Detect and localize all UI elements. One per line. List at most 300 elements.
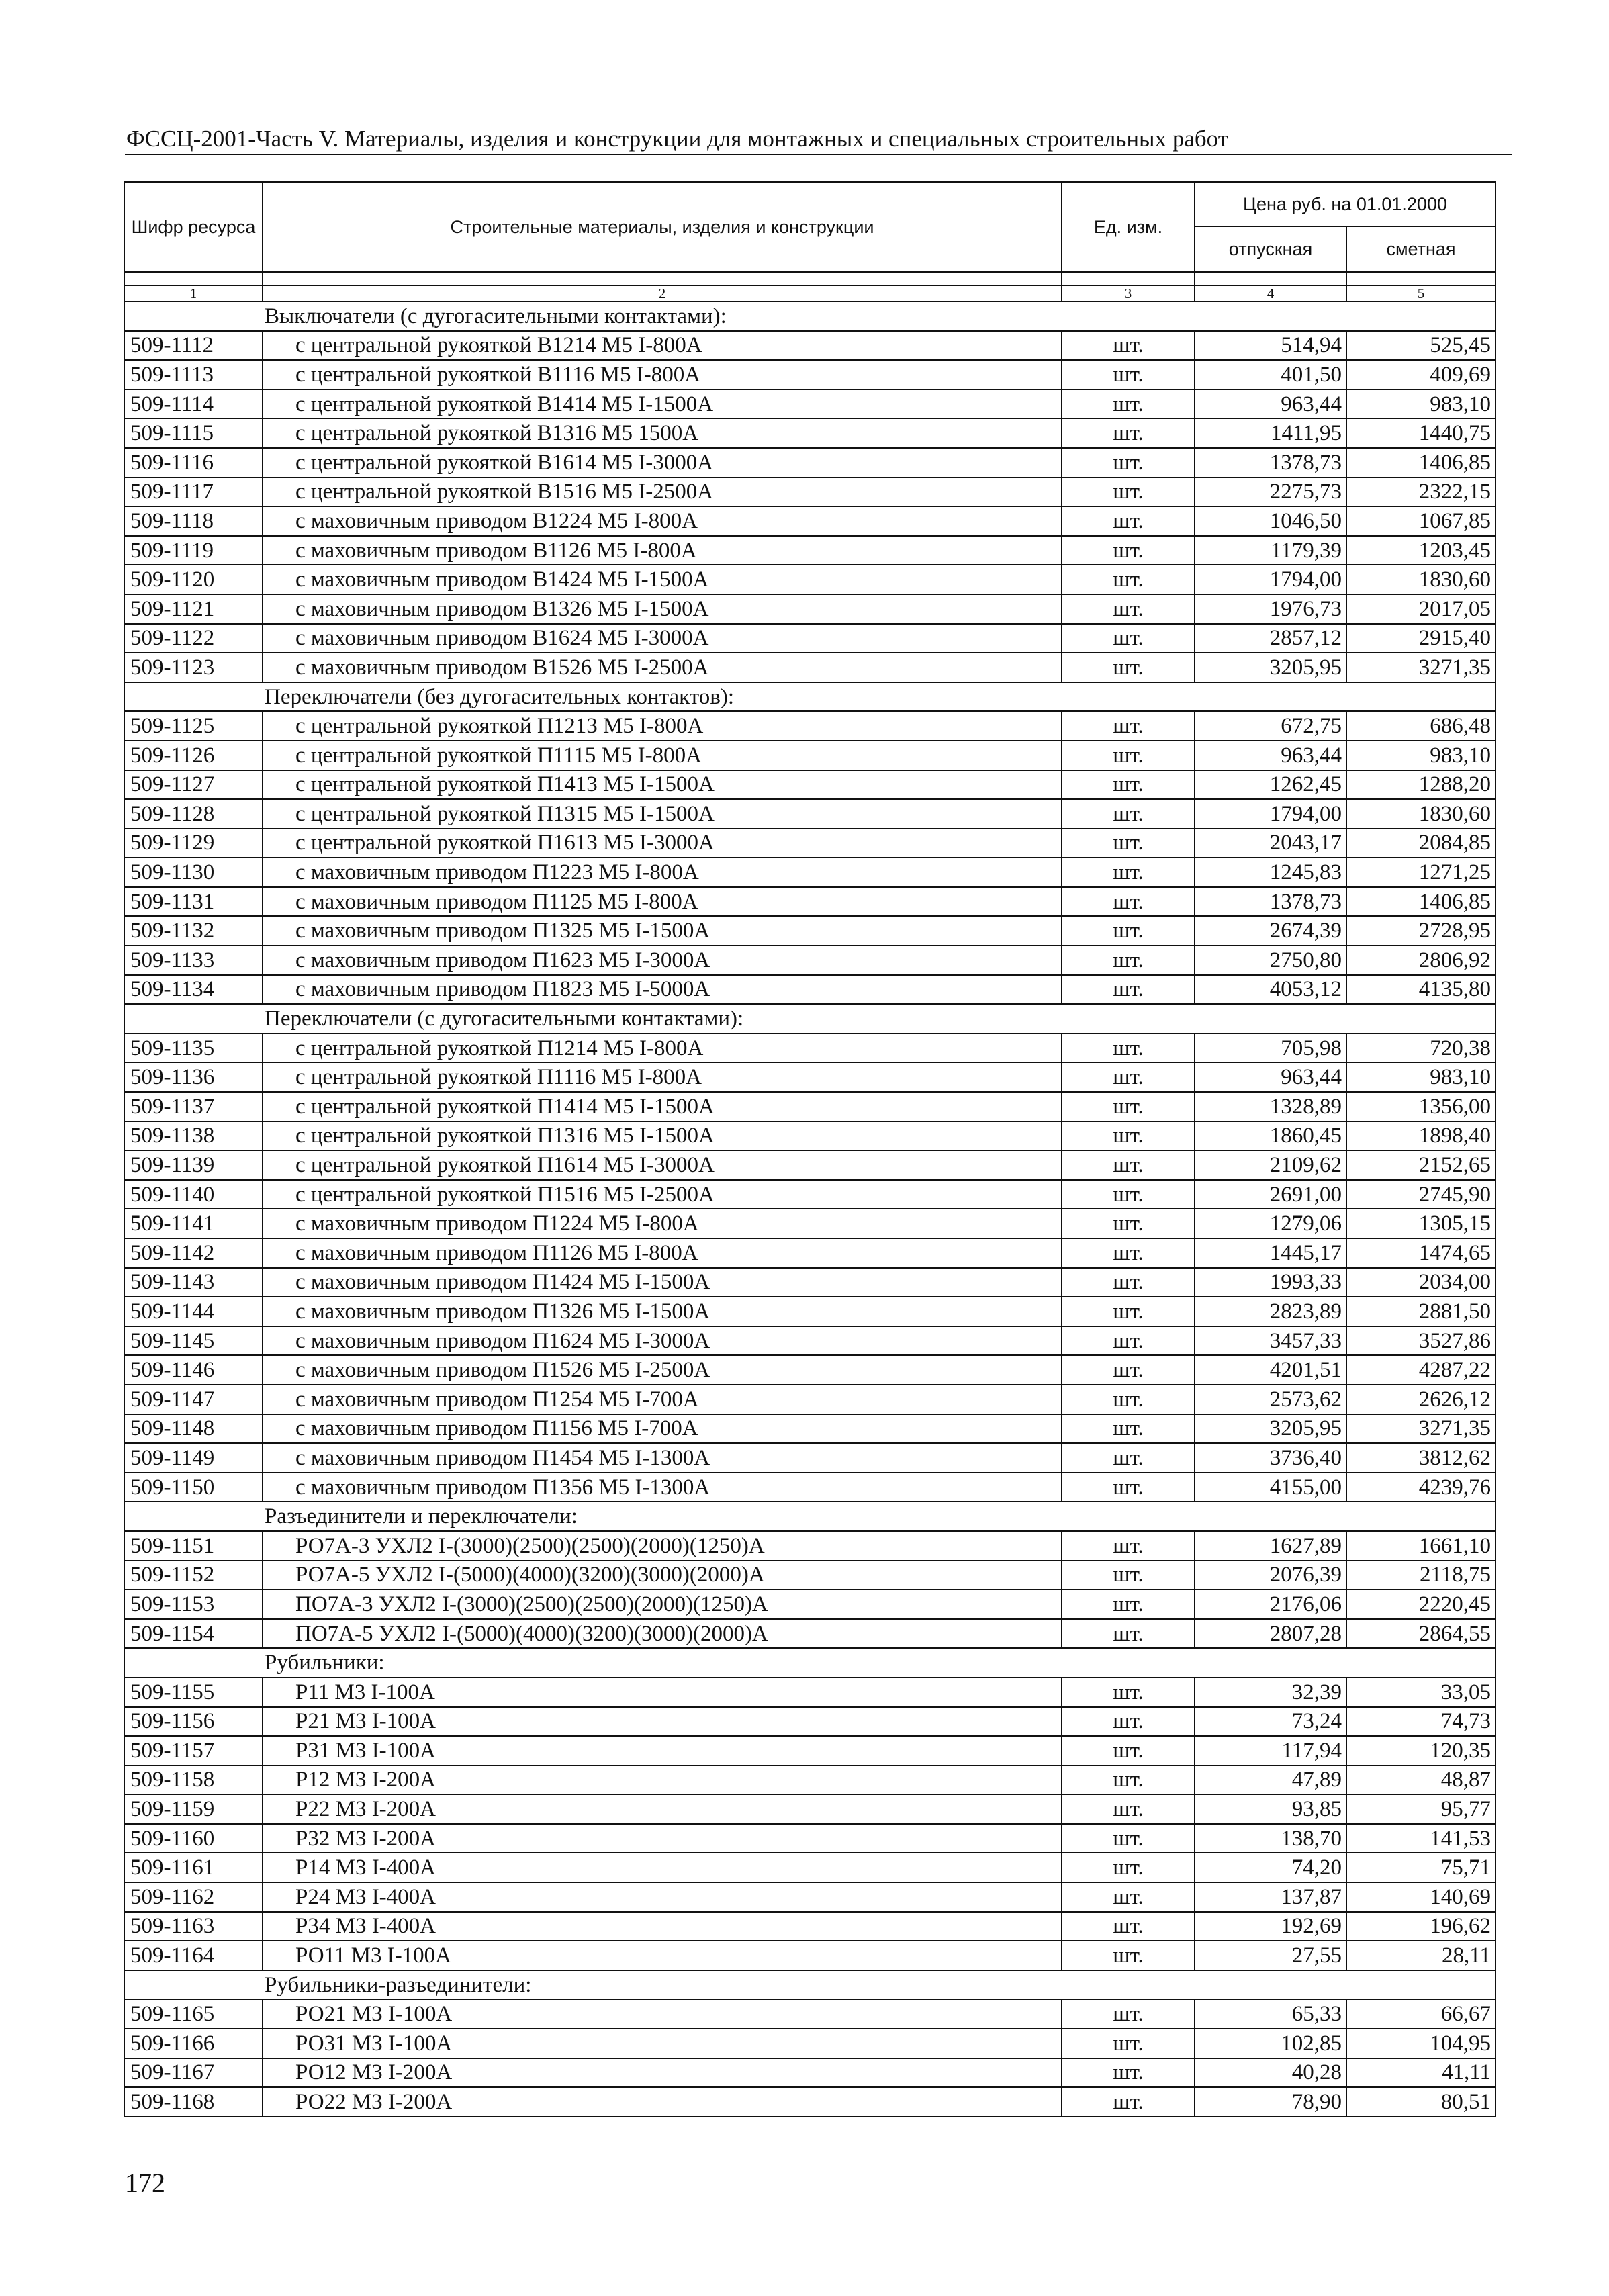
release-price-cell: 2109,62: [1195, 1150, 1346, 1180]
item-name-cell: с маховичным приводом П1223 М5 I-800А: [263, 858, 1062, 887]
unit-cell: шт.: [1062, 2087, 1195, 2117]
resource-code-cell: 509-1138: [124, 1121, 263, 1151]
table-row: [124, 1765, 1496, 1795]
resource-code-cell: 509-1164: [124, 1941, 263, 1970]
unit-cell: шт.: [1062, 565, 1195, 594]
release-price-cell: 4155,00: [1195, 1473, 1346, 1502]
release-price-cell: 1245,83: [1195, 858, 1346, 887]
release-price-cell: 1794,00: [1195, 799, 1346, 829]
table-row: [124, 1882, 1496, 1912]
header-rule: [125, 154, 1512, 155]
table-row: [124, 1473, 1496, 1502]
unit-cell: шт.: [1062, 506, 1195, 536]
estimate-price-cell: 2017,05: [1346, 594, 1496, 624]
estimate-price-cell: 983,10: [1346, 741, 1496, 770]
table-row: [124, 946, 1496, 975]
table-row: [124, 1794, 1496, 1824]
resource-code-cell: 509-1116: [124, 448, 263, 477]
release-price-cell: 2043,17: [1195, 829, 1346, 858]
item-name-cell: с центральной рукояткой В1316 М5 1500А: [263, 418, 1062, 448]
resource-code-cell: 509-1145: [124, 1326, 263, 1356]
resource-code-cell: 509-1161: [124, 1853, 263, 1882]
item-name-cell: с маховичным приводом П1325 М5 I-1500А: [263, 916, 1062, 946]
resource-code-cell: 509-1166: [124, 2029, 263, 2058]
item-name-cell: с центральной рукояткой П1613 М5 I-3000А: [263, 829, 1062, 858]
table-row: [124, 1590, 1496, 1619]
release-price-cell: 1445,17: [1195, 1238, 1346, 1268]
estimate-price-cell: 141,53: [1346, 1824, 1496, 1853]
release-price-cell: 138,70: [1195, 1824, 1346, 1853]
estimate-price-cell: 2881,50: [1346, 1297, 1496, 1326]
table-row: [124, 1531, 1496, 1561]
column-header-code: Шифр ресурса: [124, 182, 263, 272]
item-name-cell: с маховичным приводом П1326 М5 I-1500А: [263, 1297, 1062, 1326]
unit-cell: шт.: [1062, 1092, 1195, 1121]
column-header-price: Цена руб. на 01.01.2000: [1195, 182, 1496, 226]
table-row: [124, 1092, 1496, 1121]
unit-cell: шт.: [1062, 711, 1195, 741]
table-row: [124, 1619, 1496, 1649]
item-name-cell: с центральной рукояткой В1414 М5 I-1500А: [263, 389, 1062, 419]
estimate-price-cell: 1830,60: [1346, 799, 1496, 829]
item-name-cell: с маховичным приводом В1424 М5 I-1500А: [263, 565, 1062, 594]
unit-cell: шт.: [1062, 1794, 1195, 1824]
item-name-cell: с центральной рукояткой П1414 М5 I-1500А: [263, 1092, 1062, 1121]
release-price-cell: 3457,33: [1195, 1326, 1346, 1356]
unit-cell: шт.: [1062, 594, 1195, 624]
resource-code-cell: 509-1159: [124, 1794, 263, 1824]
section-title: Выключатели (с дугогасительными контактами):: [124, 302, 1496, 331]
estimate-price-cell: 2915,40: [1346, 624, 1496, 653]
estimate-price-cell: 196,62: [1346, 1912, 1496, 1941]
release-price-cell: 3205,95: [1195, 653, 1346, 682]
release-price-cell: 2691,00: [1195, 1180, 1346, 1209]
resource-code-cell: 509-1147: [124, 1385, 263, 1414]
unit-cell: шт.: [1062, 448, 1195, 477]
item-name-cell: с центральной рукояткой В1116 М5 I-800А: [263, 360, 1062, 389]
estimate-price-cell: 3527,86: [1346, 1326, 1496, 1356]
item-name-cell: с центральной рукояткой П1516 М5 I-2500А: [263, 1180, 1062, 1209]
resource-code-cell: 509-1125: [124, 711, 263, 741]
column-header-unit: Ед. изм.: [1062, 182, 1195, 272]
resource-code-cell: 509-1115: [124, 418, 263, 448]
table-row: [124, 1238, 1496, 1268]
release-price-cell: 1976,73: [1195, 594, 1346, 624]
release-price-cell: 2674,39: [1195, 916, 1346, 946]
table-row: [124, 1209, 1496, 1238]
unit-cell: шт.: [1062, 1912, 1195, 1941]
table-header-row-top: [124, 182, 1496, 226]
unit-cell: шт.: [1062, 1765, 1195, 1795]
release-price-cell: 2076,39: [1195, 1561, 1346, 1590]
item-name-cell: с маховичным приводом П1623 М5 I-3000А: [263, 946, 1062, 975]
resource-code-cell: 509-1133: [124, 946, 263, 975]
item-name-cell: с центральной рукояткой В1516 М5 I-2500А: [263, 477, 1062, 507]
estimate-price-cell: 1288,20: [1346, 770, 1496, 800]
column-number: 2: [263, 285, 1062, 302]
item-name-cell: с маховичным приводом П1126 М5 I-800А: [263, 1238, 1062, 1268]
estimate-price-cell: 2806,92: [1346, 946, 1496, 975]
release-price-cell: 74,20: [1195, 1853, 1346, 1882]
resource-code-cell: 509-1119: [124, 536, 263, 565]
table-row: [124, 2029, 1496, 2058]
resource-code-cell: 509-1117: [124, 477, 263, 507]
resource-code-cell: 509-1150: [124, 1473, 263, 1502]
unit-cell: шт.: [1062, 477, 1195, 507]
resource-code-cell: 509-1153: [124, 1590, 263, 1619]
table-row: [124, 1999, 1496, 2029]
release-price-cell: 1993,33: [1195, 1268, 1346, 1297]
release-price-cell: 1794,00: [1195, 565, 1346, 594]
table-row: [124, 1062, 1496, 1092]
release-price-cell: 117,94: [1195, 1736, 1346, 1765]
resource-code-cell: 509-1160: [124, 1824, 263, 1853]
release-price-cell: 3736,40: [1195, 1443, 1346, 1473]
unit-cell: шт.: [1062, 1238, 1195, 1268]
release-price-cell: 1279,06: [1195, 1209, 1346, 1238]
estimate-price-cell: 4135,80: [1346, 975, 1496, 1005]
item-name-cell: Р14 М3 I-400А: [263, 1853, 1062, 1882]
estimate-price-cell: 4287,22: [1346, 1355, 1496, 1385]
item-name-cell: с маховичным приводом П1254 М5 I-700А: [263, 1385, 1062, 1414]
item-name-cell: Р21 М3 I-100А: [263, 1707, 1062, 1737]
item-name-cell: с маховичным приводом В1224 М5 I-800А: [263, 506, 1062, 536]
section-title: Переключатели (с дугогасительными контактами):: [124, 1004, 1496, 1034]
estimate-price-cell: 2322,15: [1346, 477, 1496, 507]
unit-cell: шт.: [1062, 1561, 1195, 1590]
estimate-price-cell: 1271,25: [1346, 858, 1496, 887]
page-number: 172: [125, 2168, 165, 2198]
table-row: [124, 624, 1496, 653]
table-row: [124, 1561, 1496, 1590]
item-name-cell: с центральной рукояткой П1316 М5 I-1500А: [263, 1121, 1062, 1151]
table-row: [124, 565, 1496, 594]
unit-cell: шт.: [1062, 624, 1195, 653]
column-number: 4: [1195, 285, 1346, 302]
item-name-cell: с центральной рукояткой В1614 М5 I-3000А: [263, 448, 1062, 477]
table-row: [124, 770, 1496, 800]
item-name-cell: Р34 М3 I-400А: [263, 1912, 1062, 1941]
unit-cell: шт.: [1062, 1882, 1195, 1912]
estimate-price-cell: 983,10: [1346, 1062, 1496, 1092]
unit-cell: шт.: [1062, 389, 1195, 419]
release-price-cell: 78,90: [1195, 2087, 1346, 2117]
section-row: [124, 1970, 1496, 2000]
table-row: [124, 1355, 1496, 1385]
item-name-cell: Р31 М3 I-100А: [263, 1736, 1062, 1765]
unit-cell: шт.: [1062, 331, 1195, 361]
estimate-price-cell: 409,69: [1346, 360, 1496, 389]
table-row: [124, 506, 1496, 536]
table-row: [124, 1912, 1496, 1941]
item-name-cell: с маховичным приводом В1126 М5 I-800А: [263, 536, 1062, 565]
resource-code-cell: 509-1151: [124, 1531, 263, 1561]
item-name-cell: с центральной рукояткой П1413 М5 I-1500А: [263, 770, 1062, 800]
estimate-price-cell: 3271,35: [1346, 1414, 1496, 1444]
resource-code-cell: 509-1143: [124, 1268, 263, 1297]
column-number: 1: [124, 285, 263, 302]
release-price-cell: 3205,95: [1195, 1414, 1346, 1444]
resource-code-cell: 509-1149: [124, 1443, 263, 1473]
estimate-price-cell: 2864,55: [1346, 1619, 1496, 1649]
unit-cell: шт.: [1062, 1999, 1195, 2029]
table-row: [124, 1707, 1496, 1737]
item-name-cell: с центральной рукояткой П1115 М5 I-800А: [263, 741, 1062, 770]
table-row: [124, 1297, 1496, 1326]
unit-cell: шт.: [1062, 916, 1195, 946]
estimate-price-cell: 1305,15: [1346, 1209, 1496, 1238]
unit-cell: шт.: [1062, 1678, 1195, 1707]
resource-code-cell: 509-1146: [124, 1355, 263, 1385]
resource-code-cell: 509-1129: [124, 829, 263, 858]
table-row: [124, 1941, 1496, 1970]
item-name-cell: с маховичным приводом П1125 М5 I-800А: [263, 887, 1062, 917]
release-price-cell: 963,44: [1195, 741, 1346, 770]
item-name-cell: Р22 М3 I-200А: [263, 1794, 1062, 1824]
estimate-price-cell: 33,05: [1346, 1678, 1496, 1707]
estimate-price-cell: 2084,85: [1346, 829, 1496, 858]
estimate-price-cell: 525,45: [1346, 331, 1496, 361]
item-name-cell: ПО7А-5 УХЛ2 I-(5000)(4000)(3200)(3000)(2000)А: [263, 1619, 1062, 1649]
estimate-price-cell: 75,71: [1346, 1853, 1496, 1882]
item-name-cell: РО22 М3 I-200А: [263, 2087, 1062, 2117]
resource-code-cell: 509-1155: [124, 1678, 263, 1707]
estimate-price-cell: 95,77: [1346, 1794, 1496, 1824]
table-row: [124, 711, 1496, 741]
resource-code-cell: 509-1120: [124, 565, 263, 594]
item-name-cell: Р32 М3 I-200А: [263, 1824, 1062, 1853]
estimate-price-cell: 1830,60: [1346, 565, 1496, 594]
resource-code-cell: 509-1137: [124, 1092, 263, 1121]
item-name-cell: с маховичным приводом П1624 М5 I-3000А: [263, 1326, 1062, 1356]
section-title: Рубильники-разъединители:: [124, 1970, 1496, 2000]
item-name-cell: с маховичным приводом П1526 М5 I-2500А: [263, 1355, 1062, 1385]
unit-cell: шт.: [1062, 1209, 1195, 1238]
price-table: [124, 181, 1496, 2117]
release-price-cell: 1046,50: [1195, 506, 1346, 536]
release-price-cell: 1411,95: [1195, 418, 1346, 448]
unit-cell: шт.: [1062, 1590, 1195, 1619]
release-price-cell: 2176,06: [1195, 1590, 1346, 1619]
resource-code-cell: 509-1131: [124, 887, 263, 917]
section-row: [124, 682, 1496, 712]
release-price-cell: 192,69: [1195, 1912, 1346, 1941]
estimate-price-cell: 80,51: [1346, 2087, 1496, 2117]
resource-code-cell: 509-1126: [124, 741, 263, 770]
resource-code-cell: 509-1113: [124, 360, 263, 389]
column-header-release: отпускная: [1195, 226, 1346, 272]
item-name-cell: РО31 М3 I-100А: [263, 2029, 1062, 2058]
section-row: [124, 1648, 1496, 1678]
resource-code-cell: 509-1139: [124, 1150, 263, 1180]
unit-cell: шт.: [1062, 975, 1195, 1005]
unit-cell: шт.: [1062, 1443, 1195, 1473]
release-price-cell: 2823,89: [1195, 1297, 1346, 1326]
resource-code-cell: 509-1140: [124, 1180, 263, 1209]
header-spacer-row: [124, 272, 1496, 285]
release-price-cell: 2750,80: [1195, 946, 1346, 975]
unit-cell: шт.: [1062, 829, 1195, 858]
estimate-price-cell: 140,69: [1346, 1882, 1496, 1912]
estimate-price-cell: 1440,75: [1346, 418, 1496, 448]
release-price-cell: 32,39: [1195, 1678, 1346, 1707]
estimate-price-cell: 74,73: [1346, 1707, 1496, 1737]
column-number: 5: [1346, 285, 1496, 302]
estimate-price-cell: 66,67: [1346, 1999, 1496, 2029]
unit-cell: шт.: [1062, 1385, 1195, 1414]
table-row: [124, 975, 1496, 1005]
estimate-price-cell: 1067,85: [1346, 506, 1496, 536]
section-title: Разъединители и переключатели:: [124, 1502, 1496, 1531]
table-row: [124, 418, 1496, 448]
section-title: Рубильники:: [124, 1648, 1496, 1678]
release-price-cell: 1328,89: [1195, 1092, 1346, 1121]
page-header-title: ФССЦ-2001-Часть V. Материалы, изделия и конструкции для монтажных и специальных строительных работ: [126, 126, 1229, 152]
estimate-price-cell: 2152,65: [1346, 1150, 1496, 1180]
unit-cell: шт.: [1062, 536, 1195, 565]
release-price-cell: 65,33: [1195, 1999, 1346, 2029]
release-price-cell: 2275,73: [1195, 477, 1346, 507]
resource-code-cell: 509-1130: [124, 858, 263, 887]
resource-code-cell: 509-1156: [124, 1707, 263, 1737]
item-name-cell: с маховичным приводом П1823 М5 I-5000А: [263, 975, 1062, 1005]
release-price-cell: 4201,51: [1195, 1355, 1346, 1385]
item-name-cell: с маховичным приводом В1326 М5 I-1500А: [263, 594, 1062, 624]
unit-cell: шт.: [1062, 1326, 1195, 1356]
table-row: [124, 594, 1496, 624]
item-name-cell: ПО7А-3 УХЛ2 I-(3000)(2500)(2500)(2000)(1250)А: [263, 1590, 1062, 1619]
item-name-cell: РО7А-5 УХЛ2 I-(5000)(4000)(3200)(3000)(2000)А: [263, 1561, 1062, 1590]
resource-code-cell: 509-1152: [124, 1561, 263, 1590]
unit-cell: шт.: [1062, 1268, 1195, 1297]
release-price-cell: 2807,28: [1195, 1619, 1346, 1649]
estimate-price-cell: 686,48: [1346, 711, 1496, 741]
release-price-cell: 1262,45: [1195, 770, 1346, 800]
item-name-cell: с центральной рукояткой П1614 М5 I-3000А: [263, 1150, 1062, 1180]
unit-cell: шт.: [1062, 1707, 1195, 1737]
resource-code-cell: 509-1141: [124, 1209, 263, 1238]
column-number: 3: [1062, 285, 1195, 302]
resource-code-cell: 509-1167: [124, 2058, 263, 2088]
item-name-cell: с центральной рукояткой П1116 М5 I-800А: [263, 1062, 1062, 1092]
estimate-price-cell: 2626,12: [1346, 1385, 1496, 1414]
unit-cell: шт.: [1062, 418, 1195, 448]
table-row: [124, 741, 1496, 770]
column-numbers-row: [124, 285, 1496, 302]
resource-code-cell: 509-1122: [124, 624, 263, 653]
table-row: [124, 1268, 1496, 1297]
estimate-price-cell: 41,11: [1346, 2058, 1496, 2088]
price-table-body: [124, 182, 1496, 2117]
estimate-price-cell: 3271,35: [1346, 653, 1496, 682]
resource-code-cell: 509-1134: [124, 975, 263, 1005]
table-row: [124, 389, 1496, 419]
resource-code-cell: 509-1121: [124, 594, 263, 624]
column-header-estimate: сметная: [1346, 226, 1496, 272]
release-price-cell: 137,87: [1195, 1882, 1346, 1912]
resource-code-cell: 509-1168: [124, 2087, 263, 2117]
table-row: [124, 858, 1496, 887]
table-row: [124, 1150, 1496, 1180]
resource-code-cell: 509-1132: [124, 916, 263, 946]
resource-code-cell: 509-1135: [124, 1034, 263, 1063]
unit-cell: шт.: [1062, 770, 1195, 800]
item-name-cell: с маховичным приводом П1224 М5 I-800А: [263, 1209, 1062, 1238]
table-row: [124, 1853, 1496, 1882]
section-row: [124, 1502, 1496, 1531]
estimate-price-cell: 4239,76: [1346, 1473, 1496, 1502]
unit-cell: шт.: [1062, 2058, 1195, 2088]
estimate-price-cell: 2220,45: [1346, 1590, 1496, 1619]
release-price-cell: 4053,12: [1195, 975, 1346, 1005]
unit-cell: шт.: [1062, 1355, 1195, 1385]
table-row: [124, 1385, 1496, 1414]
release-price-cell: 40,28: [1195, 2058, 1346, 2088]
resource-code-cell: 509-1114: [124, 389, 263, 419]
item-name-cell: с маховичным приводом В1526 М5 I-2500А: [263, 653, 1062, 682]
unit-cell: шт.: [1062, 2029, 1195, 2058]
unit-cell: шт.: [1062, 1824, 1195, 1853]
release-price-cell: 963,44: [1195, 389, 1346, 419]
item-name-cell: Р12 М3 I-200А: [263, 1765, 1062, 1795]
table-row: [124, 2058, 1496, 2088]
unit-cell: шт.: [1062, 1736, 1195, 1765]
resource-code-cell: 509-1127: [124, 770, 263, 800]
table-row: [124, 448, 1496, 477]
resource-code-cell: 509-1118: [124, 506, 263, 536]
release-price-cell: 1378,73: [1195, 887, 1346, 917]
resource-code-cell: 509-1144: [124, 1297, 263, 1326]
item-name-cell: с центральной рукояткой В1214 М5 I-800А: [263, 331, 1062, 361]
item-name-cell: Р24 М3 I-400А: [263, 1882, 1062, 1912]
unit-cell: шт.: [1062, 1150, 1195, 1180]
item-name-cell: с центральной рукояткой П1315 М5 I-1500А: [263, 799, 1062, 829]
unit-cell: шт.: [1062, 1941, 1195, 1970]
unit-cell: шт.: [1062, 1531, 1195, 1561]
estimate-price-cell: 1661,10: [1346, 1531, 1496, 1561]
release-price-cell: 2573,62: [1195, 1385, 1346, 1414]
unit-cell: шт.: [1062, 741, 1195, 770]
item-name-cell: с центральной рукояткой П1213 М5 I-800А: [263, 711, 1062, 741]
estimate-price-cell: 983,10: [1346, 389, 1496, 419]
unit-cell: шт.: [1062, 1853, 1195, 1882]
table-row: [124, 360, 1496, 389]
release-price-cell: 514,94: [1195, 331, 1346, 361]
estimate-price-cell: 3812,62: [1346, 1443, 1496, 1473]
resource-code-cell: 509-1154: [124, 1619, 263, 1649]
table-row: [124, 799, 1496, 829]
resource-code-cell: 509-1128: [124, 799, 263, 829]
resource-code-cell: 509-1136: [124, 1062, 263, 1092]
resource-code-cell: 509-1142: [124, 1238, 263, 1268]
unit-cell: шт.: [1062, 1297, 1195, 1326]
table-row: [124, 331, 1496, 361]
release-price-cell: 1378,73: [1195, 448, 1346, 477]
estimate-price-cell: 1406,85: [1346, 448, 1496, 477]
release-price-cell: 401,50: [1195, 360, 1346, 389]
unit-cell: шт.: [1062, 1180, 1195, 1209]
item-name-cell: с маховичным приводом П1356 М5 I-1300А: [263, 1473, 1062, 1502]
unit-cell: шт.: [1062, 946, 1195, 975]
item-name-cell: с центральной рукояткой П1214 М5 I-800А: [263, 1034, 1062, 1063]
estimate-price-cell: 1406,85: [1346, 887, 1496, 917]
table-row: [124, 1824, 1496, 1853]
table-row: [124, 1180, 1496, 1209]
table-row: [124, 829, 1496, 858]
unit-cell: шт.: [1062, 360, 1195, 389]
release-price-cell: 102,85: [1195, 2029, 1346, 2058]
table-row: [124, 887, 1496, 917]
